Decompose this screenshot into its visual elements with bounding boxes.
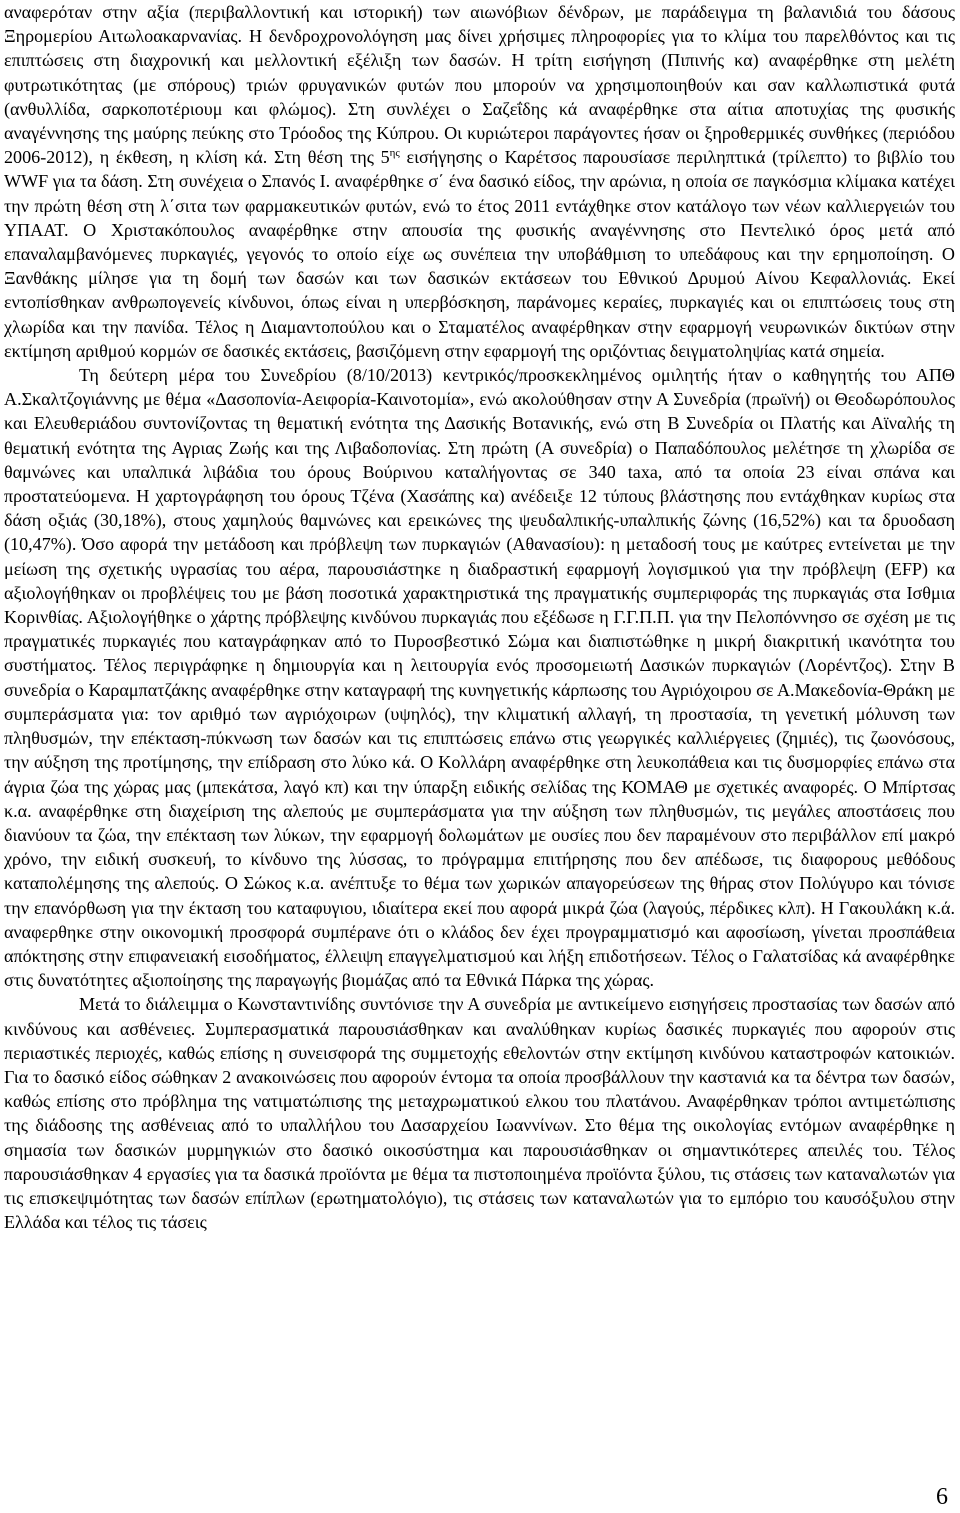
paragraph	[4, 0, 955, 363]
paragraph-text: αναφερόταν στην αξία (περιβαλλοντική και ιστορική) των αιωνόβιων δένδρων, με παράδειγμα τη βαλανιδιά του δάσους Ξηρομερίου Αιτωλοακαρνανίας. Η δενδροχρονολόγηση μας δίνει χρήσιμες πληροφορίες για το κλίμα του παρελθόντος και τις επιπτώσεις στη διαχρονική και μελλοντική εξέλιξη των δασών. Η τρίτη εισήγηση (Πιπινής κα) αναφέρθηκε στη μελέτη φυτρωτικότητας (με σπόρους) τριών φρυγανικών φυτών που μπορούν να χρησιμοποιηθούν και σαν καλλωπιστικά φυτά (ανθυλλίδα, σαρκοποτέριουμ και φλώμος). Στη συνλέχει ο Σαζεΐδης κά αναφέρθηκε στα αίτια αποτυχίας της φυσικής αναγέννησης της μαύρης πεύκης στο Τρόοδος της Κύπρου. Οι κυριώτεροι παράγοντες ήσαν οι ξηροθερμικές συνθήκες (περιόδου 2006-2012), η έκθεση, η κλίση κά. Στη θέση της 5	[4, 2, 955, 168]
paragraph-text: Τη δεύτερη μέρα του Συνεδρίου (8/10/2013) κεντρικός/προσκεκλημένος ομιλητής ήταν ο καθηγητής του ΑΠΘ Α.Σκαλτζογιάννης με θέμα «Δασοπονία-Αειφορία-Καινοτομία», ενώ ακολούθησαν στην Α Συνεδρία (πρωϊνή) οι Θεοδωρόπουλος και Ελευθεριάδου συντονίζοντας τη θεματική ενότητα της Δασικής Βοτανικής, ενώ στη Β Συνεδρία οι Πλατής και Αϊναλής τη θεματική ενότητα της Αγριας Ζωής και της Λιβαδοπονίας. Στη πρώτη (Α συνεδρία) ο Παπαδόπουλος μελέτησε τη χλωρίδα σε θαμνώνες και υπαλπικά λιβάδια του όρους Βούρινου καταλήγοντας σε 340 taxa, από τα οποία 23 είναι σπάνα και προστατεύομενα. Η χαρτογράφηση του όρους Τζένα (Χασάπης κα) ανέδειξε 12 τύπους βλάστησης που εντάχθηκαν κυρίως στα δάση οξιάς (30,18%), στους χαμηλούς θαμνώνες και ερεικώνες της ψευδαλπικής-υπαλπικής ζώνης (16,52%) και τα δρυοδαση (10,47%). Όσο αφορά την μετάδοση και πρόβλεψη των πυρκαγιών (Αθανασίου): η μεταδοσή τους με καύτρες εντείνεται με την μείωση της σχετικής υγρασίας του αέρα, παρουσιάστηκε η διαδραστική εφαρμογή λογισμικού για την πρόβλεψη (EFP) κα αξιολογήθηκαν οι προβλέψεις του με βάση ποσοτικά χαρακτηριστικά της πραγματικής συμπεριφοράς της πυρκαγιάς στα Ισθμια Κορινθίας. Αξιολογήθηκε ο χάρτης πρόβλεψης κινδύνου πυρκαγιάς που εξέδωσε η Γ.Γ.Π.Π. για την Πελοπόννησο σε σχέση με τις πραγματικές πυρκαγιές που καταγράφηκαν από το Πυροσβεστικό Σώμα και διαπιστώθηκε η μικρή διακριτική ικανότητα του συστήματος. Τέλος περιγράφηκε η δημιουργία και η λειτουργία ενός προσομειωτή Δασικών πυρκαγιών (Λορέντζος). Στην Β συνεδρία ο Καραμπατζάκης αναφέρθηκε στην καταγραφή της κυνηγετικής κάρπωσης του Αγριόχοιρου σε Α.Μακεδονία-Θράκη με συμπεράσματα για: τον αριθμό των αγριόχοιρων (υψηλός), την κλιματική αλλαγή, τη προστασία, τη γενετική μόλυνση των πληθυσμών, την επέκταση-πύκνωση των δασών και τις επιπτώσεις επάνω στις γεωργικές καλλιέργειες (ζημιές), τις ζωονόσους, την αύξηση της προτίμησης, την επίδραση στο λύκο κά. Ο Κολλάρη αναφέρθηκε στη λευκοπάθεια και τις δυσμορφίες επάνω στα άγρια ζώα της χώρας μας (μπεκάτσα, λαγό κπ) και την ύπαρξη ειδικής σελίδας της ΚΟΜΑΘ με σχετικές αναφορές. Ο Μπίρτσας κ.α. αναφέρθηκε στη διαχείριση της αλεπούς με συμπεράσματα για την αύξηση των πληθυσμών, τις μεγάλες αποστάσεις που διανύουν τα ζώα, την επέκταση των λύκων, την εφαρμογή δολωμάτων με ουσίες που δεν παραμένουν στο περιβάλλον επί μακρό χρόνο, την ειδική συσκευή, το κίνδυνο της λύσσας, το πρόγραμμα επιτήρησης που δεν απέδωσε, τις διαφορους μεθόδους καταπολέμησης της αλεπούς. Ο Σώκος κ.α. ανέπτυξε το θέμα των χωρικών απαγορεύσεων της θήρας στον Πολύγυρο και τόνισε την επανόρθωση για την έκταση του καταφυγιου, ιδιαίτερα εκεί που αφορά μικρά ζώα (λαγούς, πέρδικες κλπ). Η Γακουλάκη κ.ά. αναφερθηκε στην οικονομική προσφορά συμπέρανε ότι ο κλάδος δεν έχει προγραμματισμό και αφοσίωση, γίνεται προσπάθεια απόκτησης στην επιφανειακή εισοδήματος, έλλειψη επαγγελματισμού και λήξη επιδοτήσεων. Τέλος ο Γαλατσίδας κά αναφέρθηκε στις δυνατότητες αξιοποίησης της παραγωγής βιομάζας από τα Εθνικά Πάρκα της χώρας.	[4, 365, 955, 991]
paragraph-text: εισήγησης ο Καρέτσος παρουσίασε περιληπτικά (τρίλεπτο) το βιβλίο του WWF για τα δάση. Στη συνέχεια ο Σπανός Ι. αναφέρθηκε σ΄ ένα δασικό είδος, την αρώνια, η οποία σε παγκόσμια κλίμακα κατέχει την πρώτη θέση στη λ΄σιτα των φαρμακευτικών φυτών, ενώ το έτος 2011 εντάχθηκε στον κατάλογο των νέων καλλιεργειών του ΥΠΑΑΤ. Ο Χριστακόπουλος αναφέρθηκε στην απουσία της φυσικής αναγέννησης στο Πεντελικό όρος μετά από επαναλαμβανόμενες πυρκαγιές, γεγονός το οποίο είχε ως συνέπεια την υποβάθμιση το υπεδάφους και την ερημοποίηση. Ο Ξανθάκης μίλησε για τη δομή των δασών και των δασικών εκτάσεων του Εθνικού Δρυμού Αίνου Κεφαλλονιάς. Εκεί εντοπίσθηκαν ανθρωπογενείς κίνδυνοι, όπως είναι η υπερβόσκηση, παράνομες κεραίες, πυρκαγιές και οι επιπτώσεις τους στη χλωρίδα και την πανίδα. Τέλος η Διαμαντοπούλου και ο Σταματέλος αναφέρθηκαν στην εφαρμογή νευρωνικών δικτύων στην εκτίμηση αριθμού κορμών σε δασικές εκτάσεις, βασιζόμενη στην εφαρμογή της οριζόντιας δειγματοληψίας κατά σημεία.	[4, 147, 955, 361]
paragraph	[4, 363, 955, 992]
page-number: 6	[936, 1484, 948, 1510]
paragraph	[4, 992, 955, 1234]
paragraph-text: Μετά το διάλειμμα ο Κωνσταντινίδης συντόνισε την Α συνεδρία με αντικείμενο εισηγήσεις προστασίας των δασών από κινδύνους και ασθένειες. Συμπερασματικά παρουσιάσθηκαν και αναλύθηκαν κυρίως δασικές πυρκαγιές που αφορούν στις περιαστικές περιοχές, καθώς επίσης η συνεισφορά της συμμετοχής εθελοντών στην εκτίμηση κινδύνου καταστροφών κατοικιών. Για το δασικό είδος σώθηκαν 2 ανακοινώσεις που αφορούν έντομα τα οποία προσβάλλουν την καστανιά κα τα δέντρα των δασών, καθώς επίσης στο πρόβλημα της νατιματώπισης της μεταχρωματικού ελκου του πλατάνου. Αναφέρθηκαν τρόποι αντιμετώπισης της διάδοσης της ασθένειας από το υπαλλήλου του Δασαρχείου Ιωαννίνων. Στο θέμα της οικολογίας εντόμων αναφέρθηκε η σημασία των δασικών μυρμηγκιών στο δασικό οικοσύστημα και παρουσιάσθηκαν οι σημαντικότερες απειλές του. Τέλος παρουσιάσθηκαν 4 εργασίες για τα δασικά προϊόντα με θέμα τα πιστοποιημένα προϊόντα ξύλου, τις στάσεις των καταναλωτών για τις επισκεψιμότητας των δασών επίπλων (ερωτηματολόγιο), τις στάσεις των καταναλωτών για το εμπόριο του καυσόξυλου στην Ελλάδα και τέλος τις τάσεις	[4, 994, 955, 1233]
document-body	[4, 0, 955, 1234]
superscript-text: ης	[389, 147, 400, 160]
